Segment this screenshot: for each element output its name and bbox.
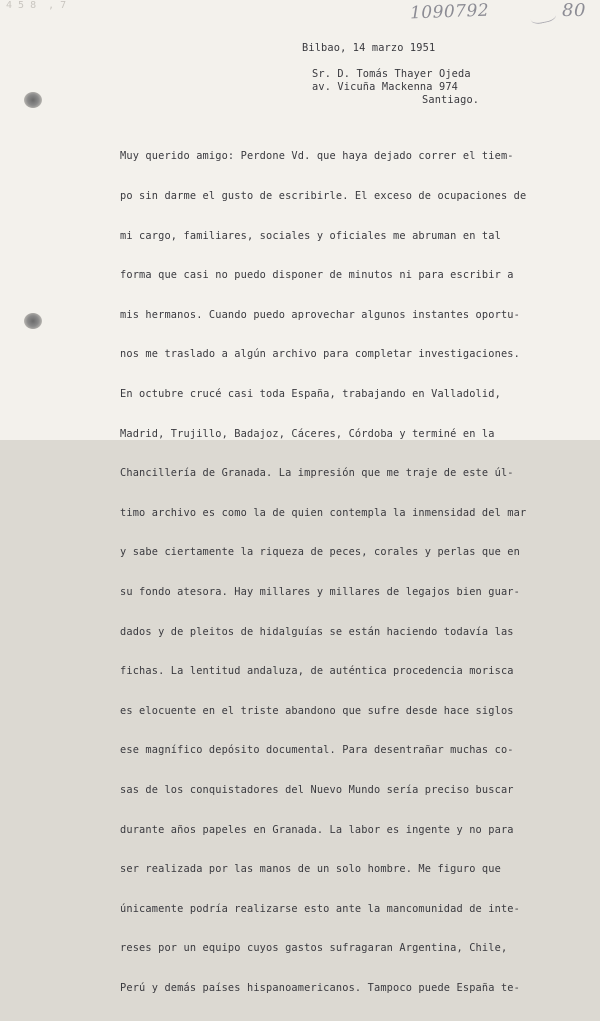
recipient-address: av. Vicuña Mackenna 974 — [312, 81, 459, 93]
body-line: Muy querido amigo: Perdone Vd. que haya dejado correr el tiem- — [120, 150, 514, 163]
body-line: su fondo atesora. Hay millares y millares de legajos bien guar- — [120, 585, 521, 598]
body-line: dados y de pleitos de hidalguías se están haciendo todavía las — [120, 625, 514, 638]
body-line: ese magnífico depósito documental. Para desentrañar muchas co- — [120, 744, 514, 757]
body-line: únicamente podría realizarse esto ante la mancomunidad de inte- — [120, 902, 521, 915]
body-line: sas de los conquistadores del Nuevo Mundo sería preciso buscar — [120, 783, 514, 796]
recipient-name: Sr. D. Tomás Thayer Ojeda — [312, 68, 471, 80]
body-line: forma que casi no puedo disponer de minutos ni para escribir a — [120, 269, 514, 282]
bleed-through-marks: 4 5 8 , 7 — [6, 0, 67, 11]
recipient-city: Santiago. — [422, 94, 480, 106]
page-mark: 80 — [562, 0, 586, 21]
body-line: y sabe ciertamente la riqueza de peces, corales y perlas que en — [120, 546, 521, 559]
body-line: timo archivo es como la de quien contempla la inmensidad del mar — [120, 506, 527, 519]
body-line: durante años papeles en Granada. La labor es ingente y no para — [120, 823, 514, 836]
date-line: Bilbao, 14 marzo 1951 — [302, 42, 436, 54]
body-line: ser realizada por las manos de un solo hombre. Me figuro que — [120, 863, 501, 876]
body-line: es elocuente en el triste abandono que sufre desde hace siglos — [120, 704, 514, 717]
body-line: En octubre crucé casi toda España, trabajando en Valladolid, — [120, 387, 501, 400]
letter-body — [120, 124, 526, 1021]
body-line: nos me traslado a algún archivo para completar investigaciones. — [120, 348, 521, 361]
page-mark-flourish — [529, 5, 558, 25]
body-line: Madrid, Trujillo, Badajoz, Cáceres, Córdoba y terminé en la — [120, 427, 495, 440]
body-line: mis hermanos. Cuando puedo aprovechar algunos instantes oportu- — [120, 308, 521, 321]
body-line: Perú y demás países hispanoamericanos. Tampoco puede España te- — [120, 981, 521, 994]
binder-hole-top — [24, 92, 42, 108]
binder-hole-bottom — [24, 313, 42, 329]
body-line: po sin darme el gusto de escribirle. El exceso de ocupaciones de — [120, 190, 527, 202]
archive-number: 1090792 — [409, 0, 490, 24]
body-line: reses por un equipo cuyos gastos sufragaran Argentina, Chile, — [120, 942, 508, 955]
body-line: Chancillería de Granada. La impresión que me traje de este úl- — [120, 467, 514, 480]
body-line: mi cargo, familiares, sociales y oficiales me abruman en tal — [120, 229, 501, 242]
body-line: fichas. La lentitud andaluza, de auténtica procedencia morisca — [120, 665, 514, 678]
